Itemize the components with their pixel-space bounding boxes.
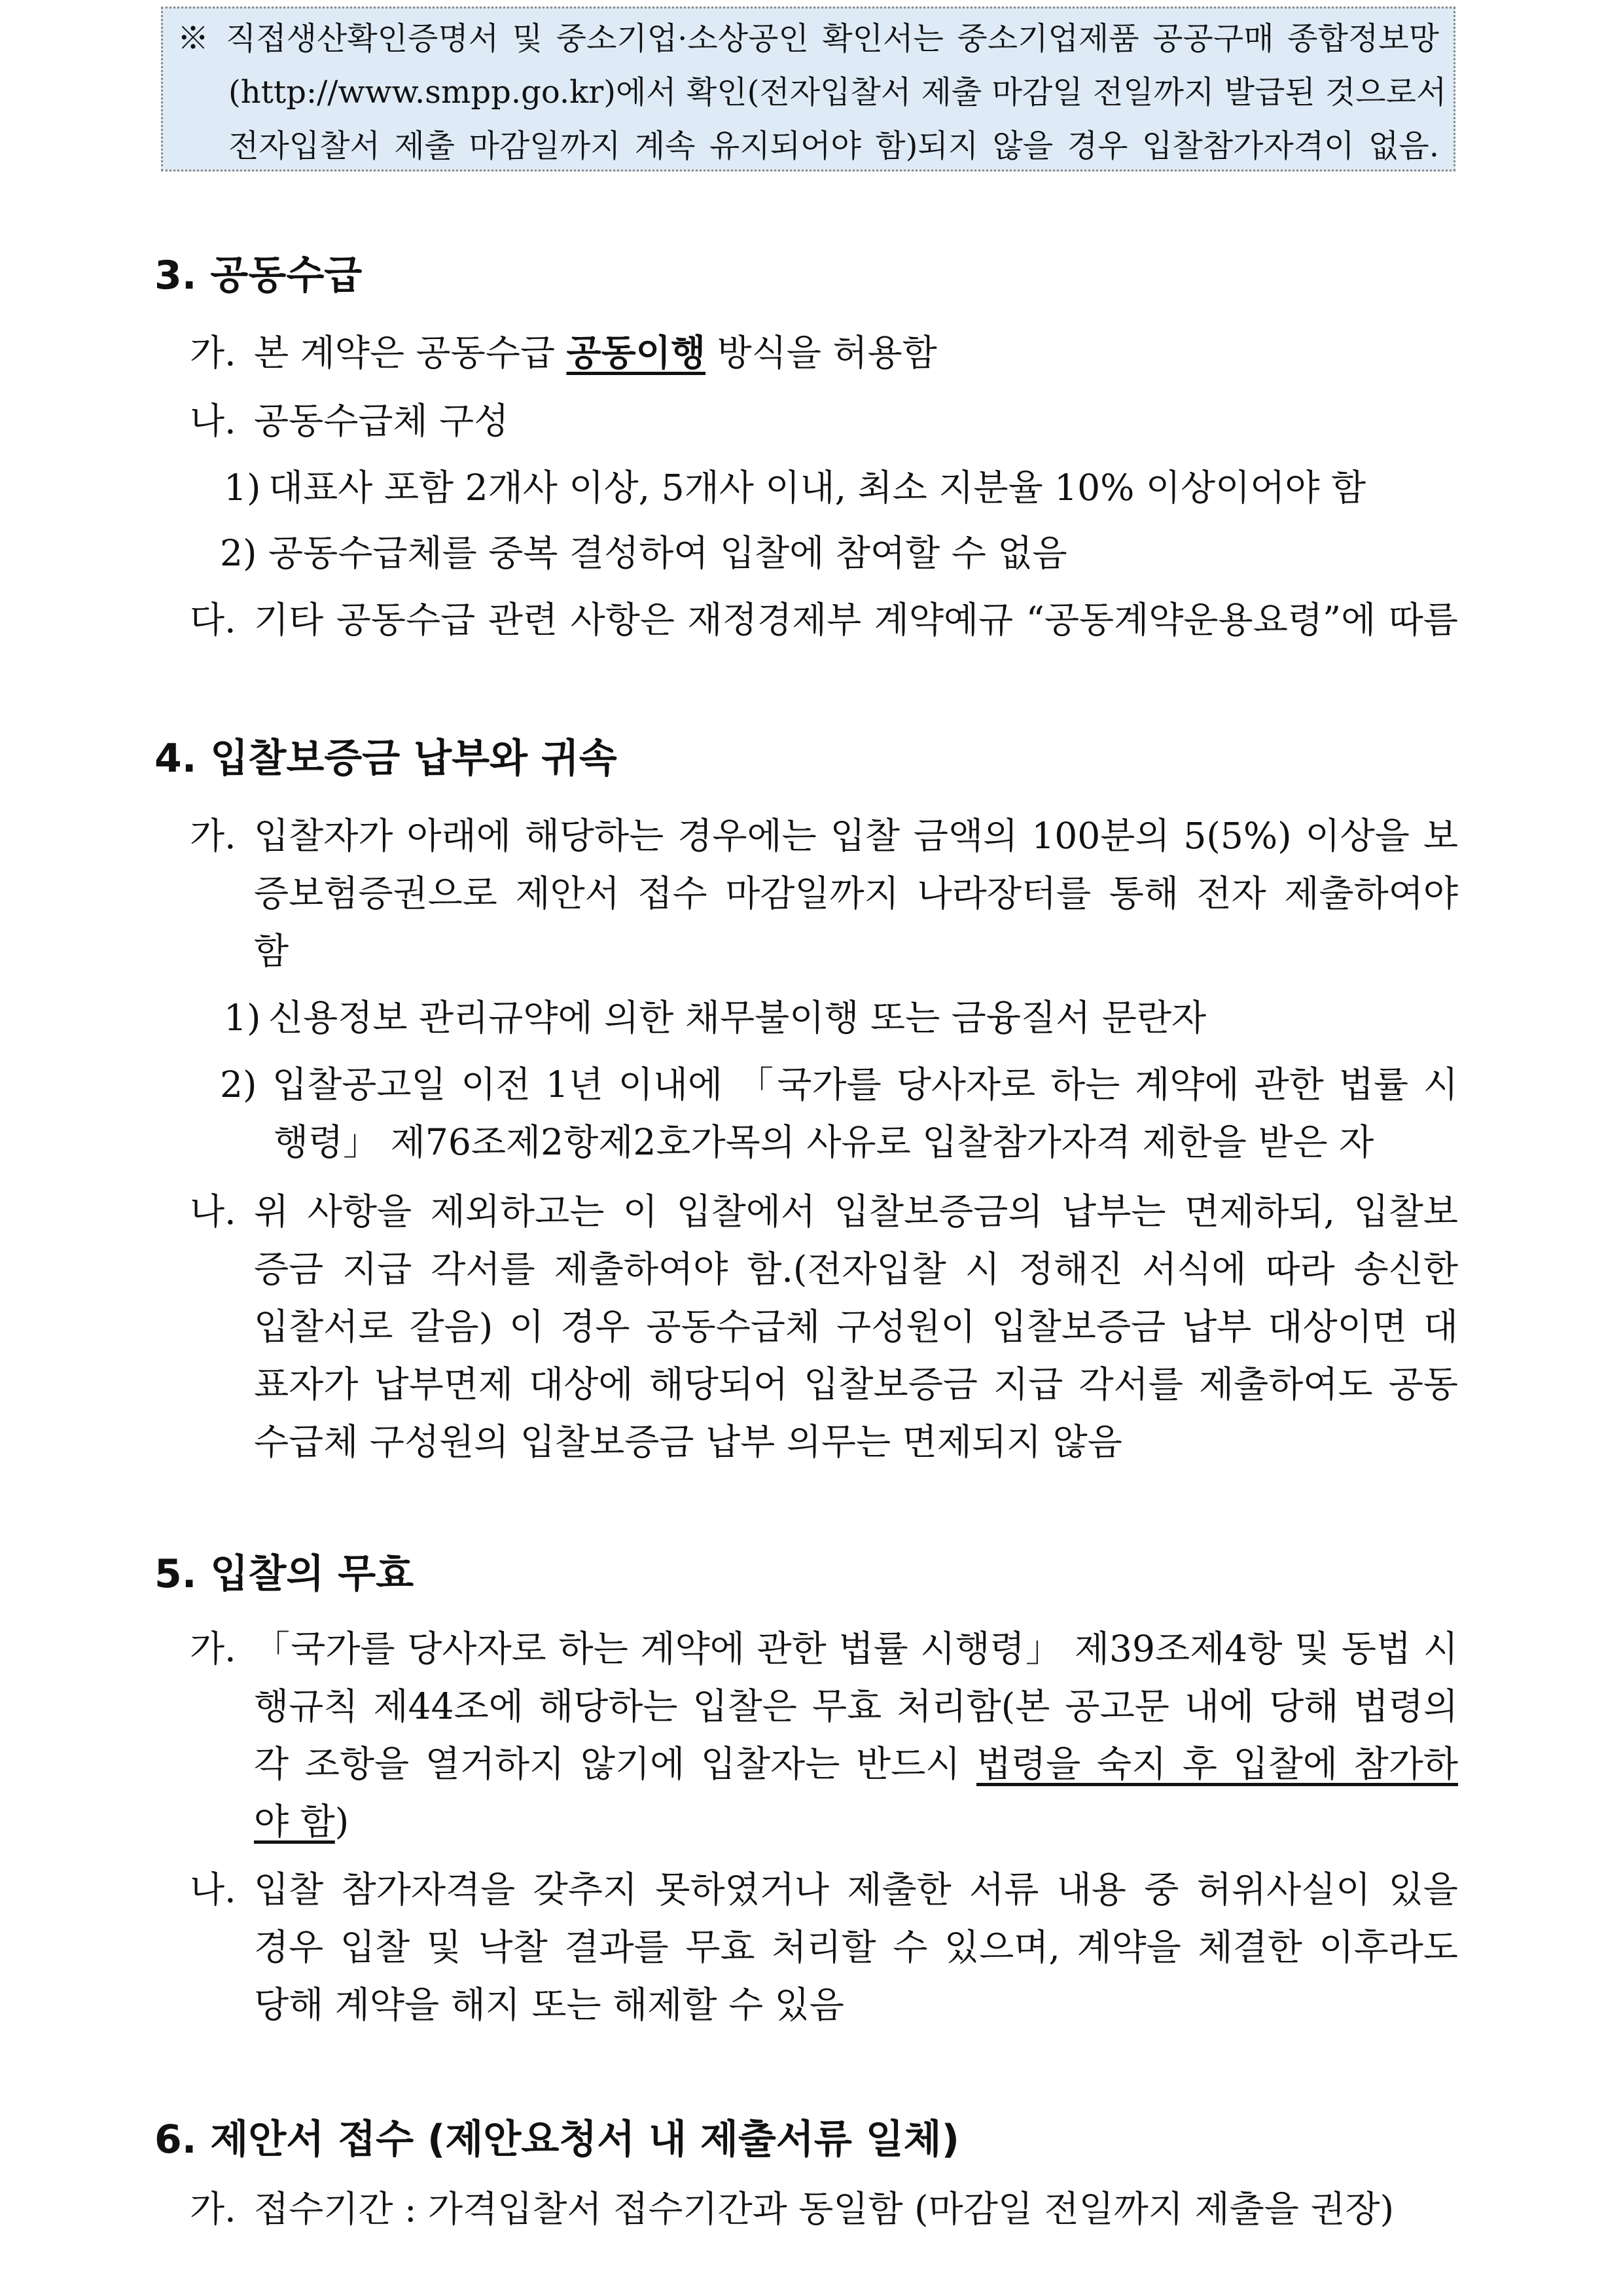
notice-box [161, 7, 1455, 171]
item-marker: 다. [190, 599, 236, 641]
section-heading-5: 5. 입찰의 무효 [154, 1551, 414, 1597]
subitem-number: 2) [220, 1064, 257, 1105]
section-heading-6: 6. 제안서 접수 (제안요청서 내 제출서류 일체) [154, 2117, 960, 2162]
section-heading-4: 4. 입찰보증금 납부와 귀속 [154, 736, 617, 781]
item-text: 공동수급체 구성 [254, 400, 509, 442]
subitem-text: 입찰공고일 이전 1년 이내에 「국가를 당사자로 하는 계약에 관한 법률 시 [272, 1064, 1458, 1105]
item-text: 기타 공동수급 관련 사항은 재정경제부 계약예규 “공동계약운용요령”에 따름 [254, 599, 1458, 641]
item-marker: 가. [190, 1628, 236, 1670]
item-marker: 가. [190, 2188, 236, 2230]
item-text: 입찰자가 아래에 해당하는 경우에는 입찰 금액의 100분의 5(5%) 이상을 보 [254, 815, 1458, 857]
item-text: 본 계약은 공동수급 공동이행 방식을 허용함 [254, 332, 937, 374]
item-text: 경우 입찰 및 낙찰 결과를 무효 처리할 수 있으며, 계약을 체결한 이후라도 [254, 1926, 1458, 1968]
item-text: 위 사항을 제외하고는 이 입찰에서 입찰보증금의 납부는 면제하되, 입찰보 [254, 1191, 1458, 1232]
underlined-text: 법령을 숙지 후 입찰에 참가하 [976, 1743, 1458, 1785]
subitem-text: 신용정보 관리규약에 의한 채무불이행 또는 금융질서 문란자 [268, 997, 1207, 1039]
item-text: 「국가를 당사자로 하는 계약에 관한 법률 시행령」 제39조제4항 및 동법 시 [254, 1628, 1458, 1670]
item-text: 각 조항을 열거하지 않기에 입찰자는 반드시 법령을 숙지 후 입찰에 참가하 [254, 1743, 1458, 1785]
item-text: 수급체 구성원의 입찰보증금 납부 의무는 면제되지 않음 [254, 1421, 1122, 1463]
notice-line: 전자입찰서 제출 마감일까지 계속 유지되어야 함)되지 않을 경우 입찰참가자격이 없음. [228, 128, 1439, 164]
joint-performance-term: 공동이행 [566, 332, 706, 374]
subitem-number: 1) [224, 997, 261, 1039]
item-marker: 나. [190, 400, 236, 442]
section-heading-3: 3. 공동수급 [154, 253, 363, 298]
item-text: 야 함) [254, 1801, 349, 1842]
item-marker: 나. [190, 1191, 236, 1232]
item-text: 접수기간 : 가격입찰서 접수기간과 동일함 (마감일 전일까지 제출을 권장) [254, 2188, 1395, 2230]
notice-line [228, 66, 1447, 118]
item-text: 증보험증권으로 제안서 접수 마감일까지 나라장터를 통해 전자 제출하여야 [254, 872, 1458, 914]
item-marker: 나. [190, 1869, 236, 1910]
subitem-number: 1) [224, 467, 261, 509]
item-text: 표자가 납부면제 대상에 해당되어 입찰보증금 지급 각서를 제출하여도 공동 [254, 1363, 1458, 1405]
notice-line: ※ 직접생산확인증명서 및 중소기업·소상공인 확인서는 중소기업제품 공공구매 종합정보망 [177, 20, 1439, 57]
subitem-text: 공동수급체를 중복 결성하여 입찰에 참여할 수 없음 [268, 532, 1067, 574]
item-text: 행규칙 제44조에 해당하는 입찰은 무효 처리함(본 공고문 내에 당해 법령의 [254, 1685, 1458, 1727]
subitem-text: 대표사 포함 2개사 이상, 5개사 이내, 최소 지분율 10% 이상이어야 함 [268, 467, 1366, 509]
underlined-text: 야 함 [254, 1801, 335, 1842]
subitem-number: 2) [220, 532, 257, 574]
item-text: 함 [254, 930, 289, 972]
notice-link[interactable]: (http://www.smpp.go.kr)에서 확인(전자입찰서 제출 마감일 전일까지 발급된 것으로서 [228, 74, 1447, 111]
subitem-text: 행령」 제76조제2항제2호가목의 사유로 입찰참가자격 제한을 받은 자 [274, 1121, 1374, 1163]
item-marker: 가. [190, 815, 236, 857]
item-text: 입찰서로 갈음) 이 경우 공동수급체 구성원이 입찰보증금 납부 대상이면 대 [254, 1306, 1458, 1348]
item-text: 증금 지급 각서를 제출하여야 함.(전자입찰 시 정해진 서식에 따라 송신한 [254, 1248, 1458, 1290]
item-marker: 가. [190, 332, 236, 374]
item-text: 당해 계약을 해지 또는 해제할 수 있음 [254, 1984, 844, 2026]
item-text: 입찰 참가자격을 갖추지 못하였거나 제출한 서류 내용 중 허위사실이 있을 [254, 1869, 1458, 1910]
